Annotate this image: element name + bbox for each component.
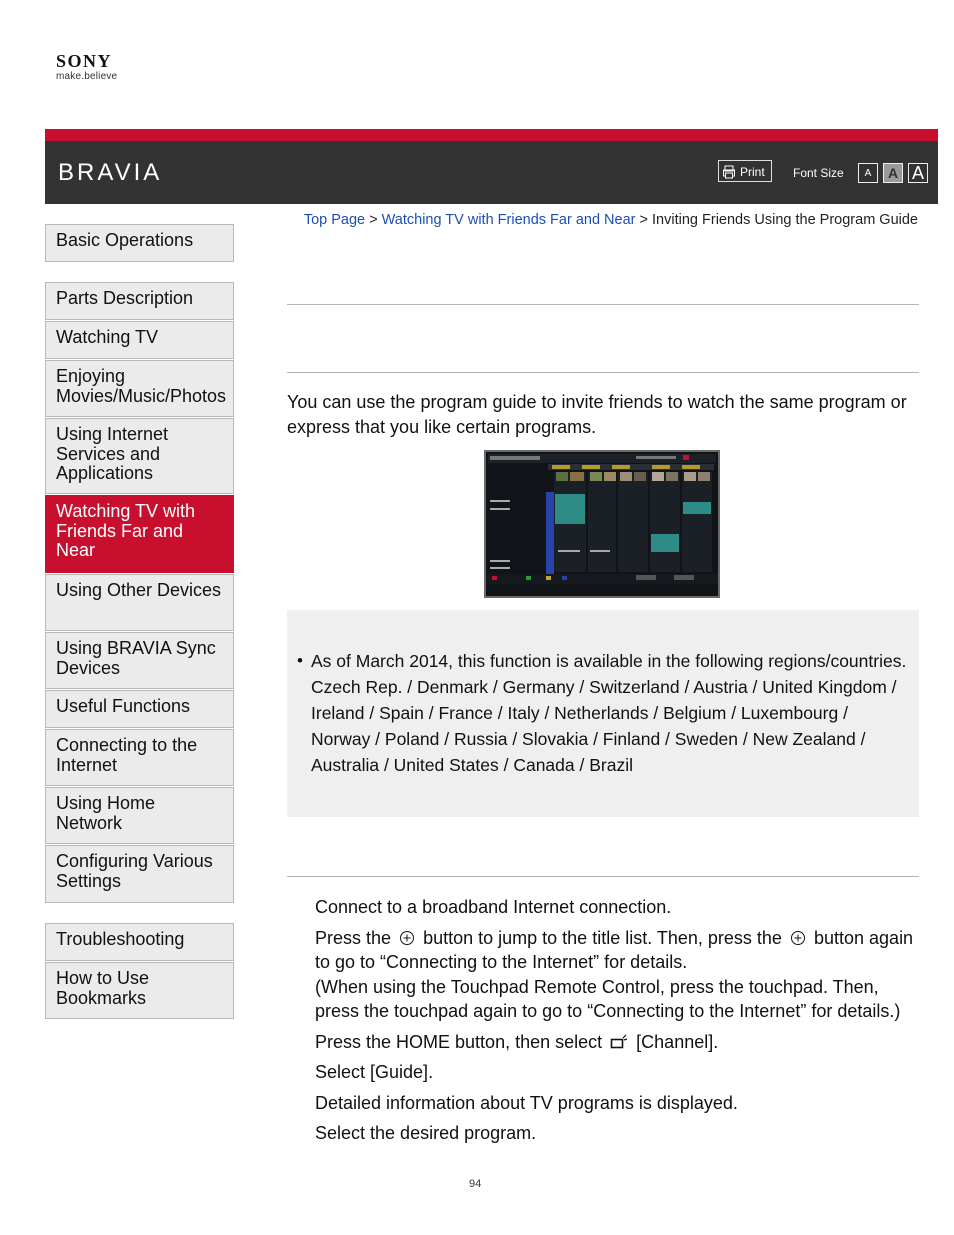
header-bar [45,141,938,204]
header-accent-bar [45,129,938,141]
sidebar-item-bravia-sync[interactable] [45,632,234,689]
bravia-logo: BRAVIA [58,159,163,186]
breadcrumb-separator: > [639,212,648,228]
sidebar-item-label: Basic Operations [56,230,194,250]
tv-program-guide-image [484,450,720,598]
print-button[interactable] [718,160,772,182]
sidebar-item-other-devices[interactable] [45,574,234,631]
sidebar-item-useful-functions[interactable] [45,690,234,728]
print-icon [723,165,735,179]
font-size-small-button[interactable]: A [858,163,878,183]
section-divider [287,876,919,877]
print-label: Print [740,165,765,179]
link-jump-icon[interactable] [399,930,415,946]
note-text: As of March 2014, this function is available in the following regions/countries. [311,651,907,671]
breadcrumb [296,208,918,232]
step-4-description: Detailed information about TV programs is displayed. [315,1092,738,1113]
section-divider [287,304,919,305]
sidebar-item-label: Useful Functions [56,696,191,716]
step-2-text: button to jump to the title list. Then, press the [423,927,782,948]
intro-paragraph: You can use the program guide to invite friends to watch the same program or express that you like certain programs. [287,392,907,437]
step-2-text: button again to go to “Connecting to the Internet” for details. [315,927,914,972]
sidebar-item-enjoying-media[interactable] [45,360,234,417]
section-divider [287,372,919,373]
sidebar-item-internet-services[interactable] [45,418,234,494]
sidebar-item-watching-tv-friends[interactable] [45,495,234,573]
channel-icon [610,1034,628,1050]
step-2-touchpad-note: (When using the Touchpad Remote Control, press the touchpad. Then, press the touchpad again to go to “Connecting to the Internet” for details.) [315,976,901,1021]
sidebar-item-label: Using Home Network [56,793,156,833]
font-size-label: Font Size [793,166,844,180]
sidebar-item-label: Watching TV [56,327,159,347]
breadcrumb-top-page[interactable]: Top Page [303,212,366,228]
page-number: 94 [469,1178,482,1190]
note-countries: Czech Rep. / Denmark / Germany / Switzerland / Austria / United Kingdom / Ireland / Spain / France / Italy / Netherlands / Belgium / Luxembourg / Norway / Poland / Russia / Slovakia / Finland / Sweden / New Zealand / Australia / United States / Canada / Brazil [311,677,897,775]
sidebar-item-label: How to Use Bookmarks [56,968,150,1008]
sidebar-item-parts-description[interactable] [45,282,234,320]
step-3-text: Press the HOME button, then select [315,1031,603,1052]
sidebar-item-label: Troubleshooting [56,929,185,949]
font-size-medium-button[interactable]: A [883,163,903,183]
sidebar-item-basic-operations[interactable] [45,224,234,262]
breadcrumb-current: Inviting Friends Using the Program Guide [652,212,918,228]
breadcrumb-separator: > [369,212,378,228]
step-2-text: Press the [315,927,392,948]
sidebar-item-bookmarks[interactable] [45,962,234,1019]
step-4: Select [Guide]. [315,1062,434,1082]
sony-tagline: make.believe [56,71,118,82]
link-jump-icon[interactable] [790,930,806,946]
step-2 [315,926,915,1024]
step-3-text: [Channel]. [636,1031,719,1052]
sidebar-item-label: Using Other Devices [56,580,222,600]
guide-screen-illustration [486,452,718,596]
sidebar-item-label: Using BRAVIA Sync Devices [56,638,216,678]
sidebar-item-home-network[interactable] [45,787,234,844]
steps-list [315,895,915,1152]
note-content [311,648,911,778]
font-size-large-button[interactable]: A [908,163,928,183]
bullet-icon: • [297,651,303,670]
sidebar-item-label: Parts Description [56,288,194,308]
sony-wordmark: SONY [56,51,113,71]
sidebar-item-label: Configuring Various Settings [56,851,213,891]
sidebar-item-label: Watching TV with Friends Far and Near [56,501,196,560]
breadcrumb-watching-tv-friends[interactable]: Watching TV with Friends Far and Near [381,212,636,228]
sidebar-item-configuring-settings[interactable] [45,845,234,903]
sidebar-item-label: Enjoying Movies/Music/Photos [56,366,227,406]
step-1: Connect to a broadband Internet connection. [315,897,672,917]
sidebar-item-troubleshooting[interactable] [45,923,234,961]
sidebar-item-label: Using Internet Services and Applications [56,424,169,483]
step-3 [315,1030,915,1055]
sidebar-item-watching-tv[interactable] [45,321,234,359]
sidebar-item-label: Connecting to the Internet [56,735,198,775]
sony-logo [56,52,117,82]
sidebar-item-connecting-internet[interactable] [45,729,234,786]
step-5: Select the desired program. [315,1123,537,1143]
